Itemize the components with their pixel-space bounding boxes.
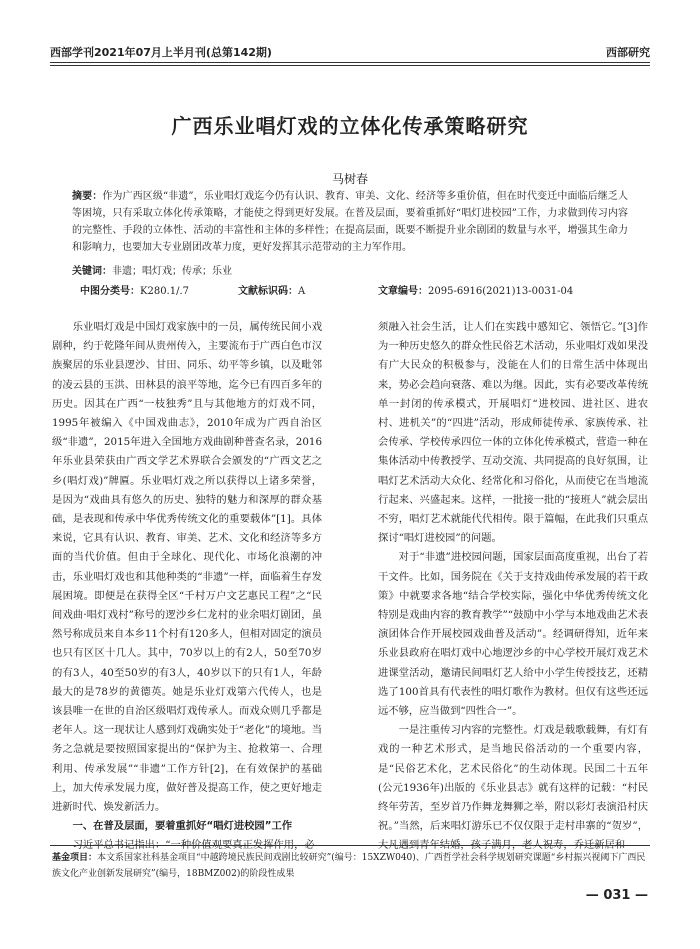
journal-info: 西部学刊2021年07月上半月刊(总第142期)	[50, 46, 272, 59]
author: 马树春	[331, 172, 368, 186]
fund-label: 基金项目：	[52, 853, 98, 863]
body-paragraph: 对于“非遗”进校园问题，国家层面高度重视，出台了若干文件。比如，国务院在《关于支持戏曲传承发展的若干政策》中就要求各地“结合学校实际，强化中华优秀传统文化特别是戏曲内容的教育教学”“鼓励中小学与本地戏曲艺术表演团体合作开展校园戏曲普及活动”。经调研得知，近年来乐业县政府在唱灯戏中心地逻沙乡的中心学校开展灯戏艺术进课堂活动，邀请民间唱灯艺人给中小学生传授技艺，还精选了100首具有代表性的唱灯歌作为教材。但仅有这些还远远不够，应当做到“四性合一”。	[378, 551, 648, 718]
clc-number	[80, 282, 189, 297]
abstract	[72, 188, 628, 256]
art-value: 2095-6916(2021)13-0031-04	[428, 286, 574, 297]
fund-text: 本文系国家社科基金项目“中越跨境民族民间戏剧比较研究”(编号：15XZW040)、广西哲学社会科学规划研究课题“乡村振兴视阈下广西民族文化产业创新发展研究”(编号，18BMZ002)的阶段性成果	[52, 853, 646, 879]
keywords	[72, 262, 232, 277]
clc-value: K280.1/.7	[140, 286, 190, 297]
doc-value: A	[298, 286, 306, 297]
body-paragraph: 须融入社会生活，让人们在实践中感知它、领悟它。”[3]作为一种历史悠久的群众性民俗艺术活动，乐业唱灯戏如果没有广大民众的积极参与，没能在人们的日常生活中体现出来，势必会趋向衰落、难以为继。因此，实有必要改革传统单一封闭的传承模式，开展唱灯“进校园、进社区、进农村、进机关”的“四进”活动，形成师徒传承、家族传承、社会传承、学校传承四位一体的立体化传承模式，营造一种在集体活动中传教授学、互动交流、共同提高的良好氛围，让唱灯艺术活动大众化、经常化和习俗化，从而使它在当地流行起来、兴盛起来。这样，一批接一批的“接班人”就会层出不穷，唱灯艺术就能代代相传。限于篇幅，在此我们只重点探讨“唱灯进校园”的问题。	[378, 321, 648, 545]
keywords-label: 关键词：	[72, 266, 112, 277]
section-heading: 一、在普及层面，要着重抓好“唱灯进校园”工作	[72, 820, 293, 833]
header-rule-thick	[50, 62, 650, 63]
section-name: 西部研究	[606, 46, 650, 59]
article-number	[378, 282, 573, 297]
clc-label: 中图分类号：	[80, 286, 140, 297]
left-column	[52, 318, 322, 856]
body-paragraph: 乐业唱灯戏是中国灯戏家族中的一员，属传统民间小戏剧种，约于乾隆年间从贵州传入，主要流布于广西白色市汉族聚居的乐业县逻沙、甘田、同乐、幼平等乡镇，以及毗邻的凌云县的玉洪、田林县的浪平等地，迄今已有四百多年的历史。因其在广西“一枝独秀”且与其他地方的灯戏不同，1995年被编入《中国戏曲志》，2010年成为广西自治区级“非遗”，2015年进入全国地方戏曲剧种普查名录，2016年乐业县荣获由广西文学艺术界联合会颁发的“广西文艺之乡(唱灯戏)”牌匾。乐业唱灯戏之所以获得以上诸多荣誉，是因为“戏曲具有悠久的历史、独特的魅力和深厚的群众基础，是表现和传承中华优秀传统文化的重要载体”[1]。具体来说，它具有认识、教育、审美、艺术、文化和经济等多方面的当代价值。但由于全球化、现代化、市场化浪潮的冲击，乐业唱灯戏也和其他种类的“非遗”一样，面临着生存发展困境。即便是在获得全区“千村万户文艺惠民工程”之“民间戏曲·唱灯戏村”称号的逻沙乡仁龙村的业余唱灯剧团，虽然号称成员来自本乡11个村有120多人，但相对固定的演员也只有区区十几人。其中，70岁以上的有2人，50至70岁的有3人，40至50岁的有3人，40岁以下的只有1人，年龄最大的是78岁的黄德英。她是乐业灯戏第六代传人，也是该县唯一在世的自治区级唱灯戏传承人。而戏众则几乎都是老年人。这一现状让人感到灯戏确实处于“老化”的境地。当务之急就是要按照国家提出的“保护为主、抢救第一、合理利用、传承发展”“非遗”工作方针[2]，在有效保护的基础上，加大传承发展力度，做好普及提高工作，使之更好地走进新时代、焕发新活力。	[52, 321, 322, 814]
running-header	[50, 44, 650, 62]
art-label: 文章编号：	[378, 286, 428, 297]
document-code	[238, 282, 305, 297]
doc-label: 文献标识码：	[238, 286, 298, 297]
page-number: — 031 —	[585, 888, 648, 903]
right-column	[378, 318, 648, 856]
header-rule-thin	[50, 65, 650, 66]
footnote-rule	[50, 845, 650, 846]
paper-title: 广西乐业唱灯戏的立体化传承策略研究	[171, 114, 529, 138]
fund-note	[52, 850, 648, 882]
keywords-text: 非遗；唱灯戏；传承；乐业	[112, 266, 232, 277]
body-paragraph: 一是注重传习内容的完整性。灯戏是载歌载舞，有灯有戏的一种艺术形式，是当地民俗活动的一个重要内容，是“民俗艺术化，艺术民俗化”的生动体现。民国二十五年(公元1936年)出版的《乐业县志》就有这样的记载：“村民终年劳苦，至岁首乃作舞龙舞狮之举，附以彩灯表演沿村庆祝。”当然，后来唱灯游乐已不仅仅限于走村串寨的“贺岁”，大凡遇到青年结婚，孩子满月，老人祝寿，乔迁新居和	[378, 724, 648, 852]
abstract-label: 摘要：	[72, 191, 103, 202]
abstract-text: 作为广西区级“非遗”，乐业唱灯戏迄今仍有认识、教育、审美、文化、经济等多重价值，但在时代变迁中面临后继乏人等困境，只有采取立体化传承策略，才能使之得到更好发展。在普及层面，要着重抓好“唱灯进校园”工作，力求做到传习内容的完整性、手段的立体性、活动的丰富性和主体的多样性；在提高层面，既要不断提升业余剧团的数量与水平，增强其生命力和影响力，也要加大专业剧团改革力度，更好发挥其示范带动的主力军作用。	[72, 191, 629, 253]
body-paragraph: 习近平总书记指出：“一种价值观要真正发挥作用，必	[72, 839, 315, 852]
